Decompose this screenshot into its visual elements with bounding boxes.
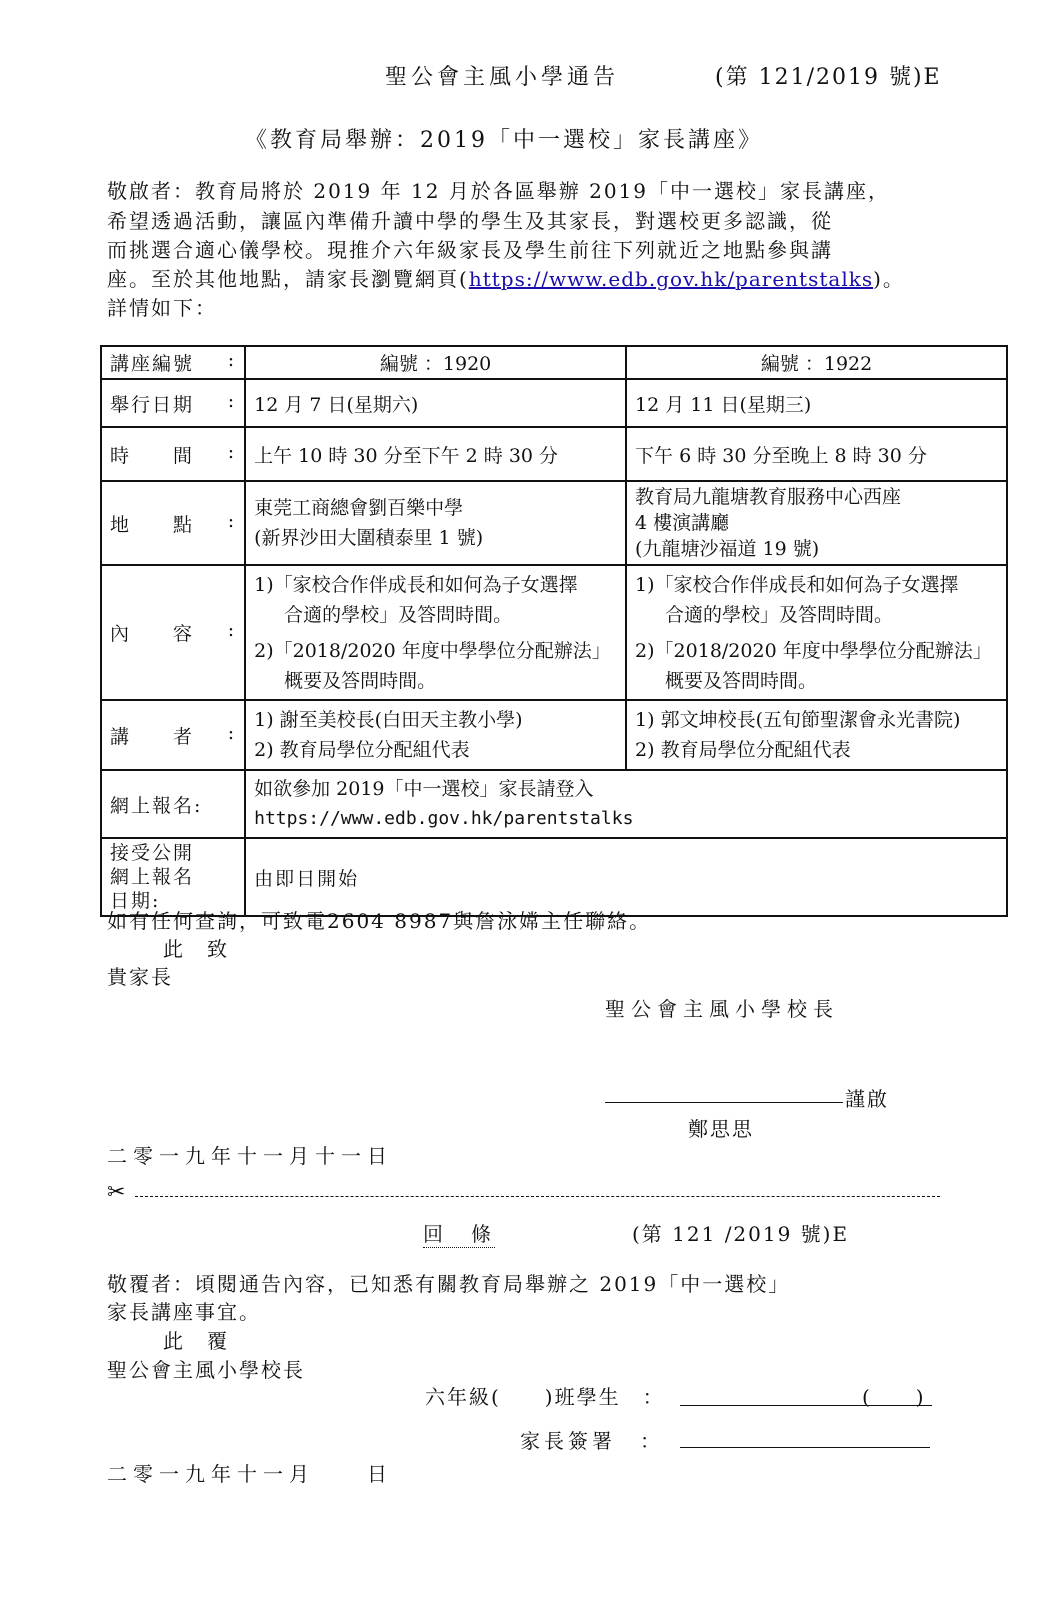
date-1922: 12 月 11 日(星期三) — [626, 379, 1007, 427]
ci-zhi: 此 致 — [163, 937, 229, 961]
place-1920: 東莞工商總會劉百樂中學 (新界沙田大圍積泰里 1 號) — [245, 481, 626, 565]
speaker-1920: 1) 謝至美校長(白田天主教小學) 2) 教育局學位分配組代表 — [245, 700, 626, 770]
content-1920: 1)「家校合作伴成長和如何為子女選擇 合適的學校」及答問時間。 2)「2018/2020 年度中學學位分配辦法」 概要及答問時間。 — [245, 565, 626, 700]
table-row-code — [101, 346, 1007, 379]
place-1922: 教育局九龍塘教育服務中心西座 4 樓演講廳 (九龍塘沙福道 19 號) — [626, 481, 1007, 565]
label-code: 講座編號 : — [101, 346, 245, 379]
date-1920: 12 月 7 日(星期六) — [245, 379, 626, 427]
content-1922: 1)「家校合作伴成長和如何為子女選擇 合適的學校」及答問時間。 2)「2018/2020 年度中學學位分配辦法」 概要及答問時間。 — [626, 565, 1007, 700]
student-label: 六年級( )班學生 ： — [425, 1385, 665, 1409]
label-date: 舉行日期 : — [101, 379, 245, 427]
reply-number: (第 121 /2019 號)E — [632, 1222, 850, 1246]
time-1922: 下午 6 時 30 分至晚上 8 時 30 分 — [626, 427, 1007, 481]
intro-line-4 — [107, 263, 905, 292]
open-date-value: 由即日開始 — [245, 838, 1007, 916]
signature-line — [605, 1102, 843, 1103]
reply-line-2: 家長講座事宜。 — [107, 1300, 261, 1324]
label-time: 時 間 : — [101, 427, 245, 481]
to-parents: 貴家長 — [107, 965, 173, 989]
ci-fu: 此 覆 — [163, 1329, 229, 1353]
table-row-place — [101, 481, 1007, 565]
jin-qi: 謹啟 — [845, 1087, 889, 1111]
intro-line-4-suffix: )。 — [873, 267, 905, 291]
table-row-speaker — [101, 700, 1007, 770]
notice-subtitle: 《教育局舉辦：2019「中一選校」家長講座》 — [245, 128, 763, 153]
label-open-date: 接受公開 網上報名 日期: — [101, 838, 245, 916]
table-row-time — [101, 427, 1007, 481]
principal-title: 聖公會主風小學校長 — [605, 997, 839, 1021]
student-number-paren: ( ) — [862, 1385, 926, 1409]
label-content: 內 容 : — [101, 565, 245, 700]
parent-sign-label: 家長簽署 ： — [520, 1429, 664, 1453]
time-1920: 上午 10 時 30 分至下午 2 時 30 分 — [245, 427, 626, 481]
to-principal: 聖公會主風小學校長 — [107, 1358, 305, 1382]
cut-line — [135, 1196, 940, 1197]
scissors-icon: ✂ — [107, 1180, 126, 1205]
intro-line-4-prefix: 座。至於其他地點，請家長瀏覽網頁( — [107, 267, 469, 291]
code-1922: 編號 ：1922 — [626, 346, 1007, 379]
principal-name: 鄭思思 — [688, 1117, 754, 1141]
table-row-content — [101, 565, 1007, 700]
intro-line-1: 敬啟者：教育局將於 2019 年 12 月於各區舉辦 2019「中一選校」家長講座， — [107, 179, 891, 203]
register-url[interactable]: https://www.edb.gov.hk/parentstalks — [254, 808, 634, 829]
notice-title: 聖公會主風小學通告 — [385, 65, 620, 90]
intro-line-2: 希望透過活動，讓區內準備升讀中學的學生及其家長，對選校更多認識，從 — [107, 209, 833, 233]
notice-date: 二零一九年十一月十一日 — [107, 1144, 393, 1168]
speaker-1922: 1) 郭文坤校長(五旬節聖潔會永光書院) 2) 教育局學位分配組代表 — [626, 700, 1007, 770]
register-info: 如欲參加 2019「中一選校」家長請登入 https://www.edb.gov.hk/parentstalks — [245, 770, 1007, 838]
table-row-date — [101, 379, 1007, 427]
label-speaker: 講 者 : — [101, 700, 245, 770]
code-1920: 編號 ：1920 — [245, 346, 626, 379]
reply-line-1: 敬覆者：頃閱通告內容，已知悉有關教育局舉辦之 2019「中一選校」 — [107, 1272, 791, 1296]
notice-number: (第 121/2019 號)E — [715, 65, 942, 90]
parent-signature-field[interactable] — [680, 1447, 930, 1448]
label-place: 地 點 : — [101, 481, 245, 565]
reply-date: 二零一九年十一月 日 — [107, 1462, 393, 1486]
reply-title: 回 條 — [423, 1222, 495, 1246]
label-register: 網上報名: — [101, 770, 245, 838]
seminar-info-table — [100, 345, 1008, 917]
table-row-register — [101, 770, 1007, 838]
enquiry-text: 如有任何查詢，可致電2604 8987與詹泳嫦主任聯絡。 — [107, 909, 652, 933]
intro-line-3: 而挑選合適心儀學校。現推介六年級家長及學生前往下列就近之地點參與講 — [107, 238, 833, 262]
intro-line-5: 詳情如下： — [107, 296, 217, 320]
parentstalks-link[interactable]: https://www.edb.gov.hk/parentstalks — [468, 267, 874, 291]
